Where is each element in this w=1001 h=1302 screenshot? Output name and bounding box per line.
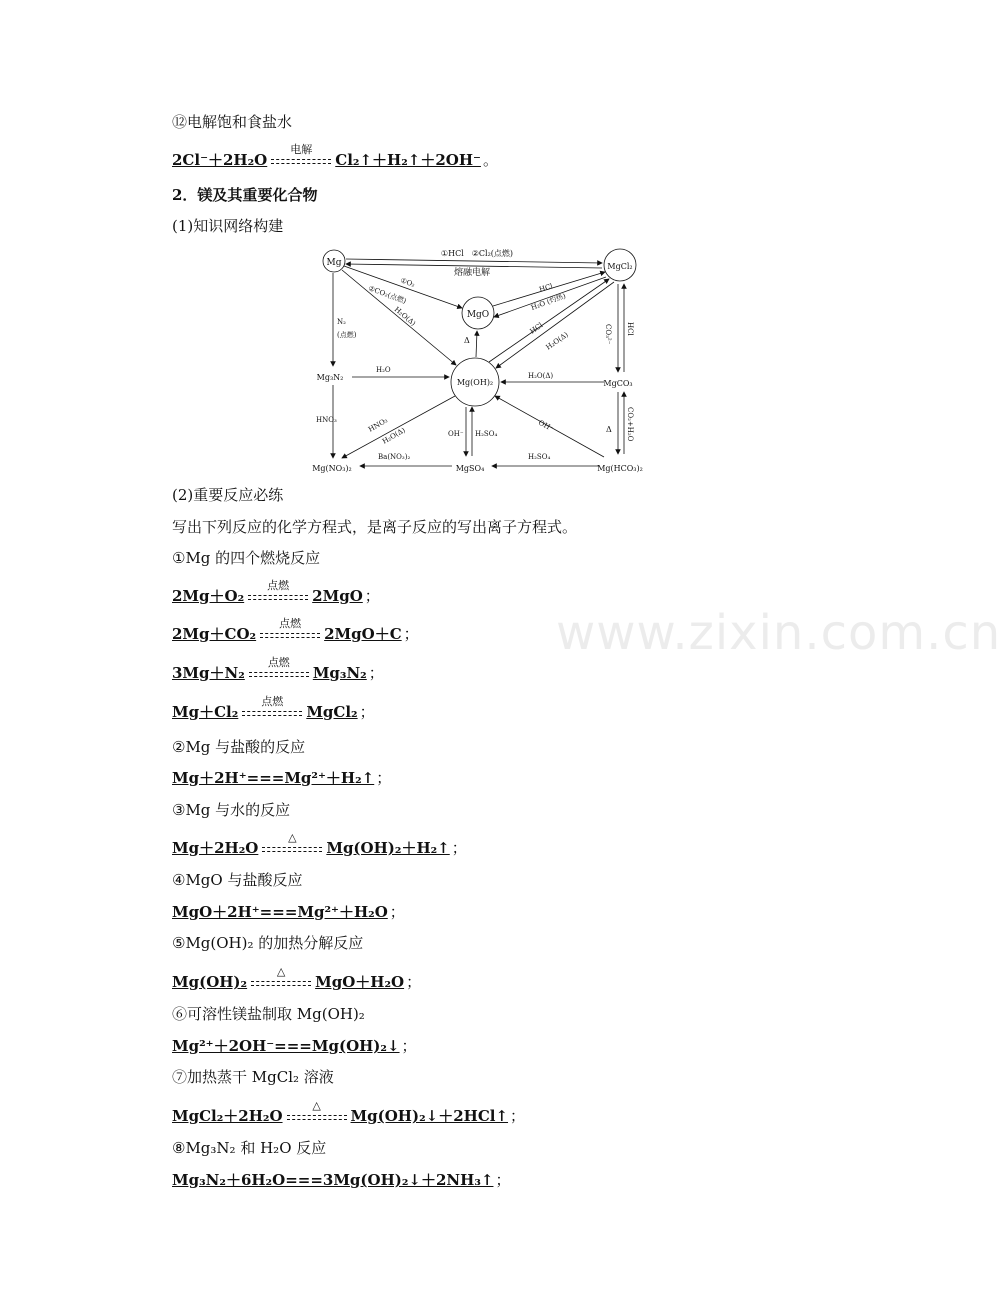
reaction-title: ⑥可溶性镁盐制取 Mg(OH)₂ (172, 1005, 365, 1023)
node-mghco32: Mg(HCO₃)₂ (597, 464, 643, 473)
node-mgno32: Mg(NO₃)₂ (312, 464, 352, 473)
equation-end: ； (451, 839, 467, 857)
label-h2so4-1: H₂SO₄ (475, 430, 498, 438)
equation-lhs: MgCl₂＋2H₂O (172, 1107, 283, 1125)
equation-lhs: 2Mg＋O₂ (172, 587, 245, 605)
equation-end: ； (376, 769, 392, 787)
label-co2-h2o: CO₂+H₂O (626, 407, 634, 442)
instruction-text: 写出下列反应的化学方程式，是离子反应的写出离子方程式。 (172, 518, 578, 536)
node-mgco3: MgCO₃ (603, 379, 633, 388)
label-oh-2: OH⁻ (537, 418, 555, 434)
condition-label: 点燃 (267, 579, 290, 592)
label-hno3: HNO₃ (367, 416, 389, 434)
equation-end: ； (406, 973, 422, 991)
equation-rhs: MgCl₂ (306, 703, 358, 721)
node-mg3n2: Mg₃N₂ (316, 373, 344, 382)
equation-rhs: 2MgO＋C (324, 625, 402, 643)
condition-label: 点燃 (267, 656, 290, 669)
equation-text: Mg＋2H⁺===Mg²⁺＋H₂↑ (172, 769, 375, 787)
equation-lhs: Mg(OH)₂ (172, 973, 248, 991)
label-h2o-heat-1: H₂O(Δ) (392, 305, 418, 328)
equation-rhs: Mg₃N₂ (312, 664, 367, 682)
label-melt-electrolysis: 熔融电解 (453, 268, 491, 278)
reaction-equation (172, 768, 391, 788)
equation-end: ； (368, 664, 384, 682)
equation-end: ； (359, 703, 375, 721)
equation-rhs: MgO＋H₂O (315, 973, 405, 991)
equation-end: ； (510, 1107, 526, 1125)
equation-end: ； (401, 1037, 417, 1055)
subsection-2-title: (2)重要反应必练 (172, 486, 284, 504)
condition-sign (242, 695, 302, 722)
reaction-equation (172, 1170, 510, 1190)
condition-label: △ (276, 965, 286, 978)
label-delta-1: Δ (464, 336, 470, 345)
reaction-title: ⑦加热蒸干 MgCl₂ 溶液 (172, 1068, 334, 1086)
watermark: www.zixin.com.cn (556, 605, 1001, 661)
label-h2so4-2: H₂SO₄ (528, 453, 551, 461)
reaction-title: ①Mg 的四个燃烧反应 (172, 549, 321, 567)
equation-rhs: Mg(OH)₂↓＋2HCl↑ (350, 1107, 509, 1125)
reaction-title: ②Mg 与盐酸的反应 (172, 738, 306, 756)
reaction-equation (172, 1099, 526, 1126)
label-ignite: (点燃) (337, 331, 357, 339)
equation-lhs: 2Cl⁻＋2H₂O (172, 151, 268, 169)
label-co3: CO₃²⁻ (604, 324, 612, 345)
section-2-title: 2．镁及其重要化合物 (172, 186, 318, 204)
label-o2: ①O₂ (399, 276, 416, 289)
reaction-equation (172, 1036, 417, 1056)
equation-lhs: 3Mg＋N₂ (172, 664, 245, 682)
condition-sign (248, 579, 308, 606)
reaction-title: ③Mg 与水的反应 (172, 801, 291, 819)
equation-rhs: Cl₂↑＋H₂↑＋2OH⁻ (335, 151, 481, 169)
condition-sign (271, 143, 331, 170)
equation-text: Mg₃N₂＋6H₂O===3Mg(OH)₂↓＋2NH₃↑ (172, 1171, 494, 1189)
node-mgo: MgO (466, 310, 490, 320)
condition-label: △ (312, 1099, 321, 1112)
equation-end: ； (403, 625, 419, 643)
equation-rhs: 2MgO (312, 587, 363, 605)
label-h2o-hot: H₂O (灼热) (529, 291, 567, 312)
label-delta-2: Δ (606, 425, 612, 434)
equation-text: MgO＋2H⁺===Mg²⁺＋H₂O (172, 903, 388, 921)
equation-end: ； (364, 587, 380, 605)
label-hcl-mid: HCl (528, 321, 545, 336)
equation-lhs: Mg＋Cl₂ (172, 703, 239, 721)
reaction-equation (172, 965, 422, 992)
reaction-title: ⑧Mg₃N₂ 和 H₂O 反应 (172, 1139, 327, 1157)
reaction-title: ⑤Mg(OH)₂ 的加热分解反应 (172, 934, 364, 952)
condition-label: 点燃 (261, 695, 284, 708)
label-hcl-cl2: ①HCl ②Cl₂(点燃) (440, 249, 514, 258)
reaction-title: ④MgO 与盐酸反应 (172, 871, 303, 889)
reaction-equation (172, 617, 419, 644)
label-hcl-right: HCl (626, 322, 634, 336)
condition-sign (251, 965, 311, 992)
label-h2o-heat-3: H₂O(Δ) (528, 372, 554, 380)
reaction-equation (172, 656, 384, 683)
label-hno3-left: HNO₃ (316, 416, 337, 424)
equation-text: Mg²⁺＋2OH⁻===Mg(OH)₂↓ (172, 1037, 400, 1055)
condition-sign (262, 831, 322, 858)
reaction-equation (172, 695, 375, 722)
condition-sign (249, 656, 309, 683)
label-h2o-heat-2: H₂O(Δ) (544, 330, 570, 352)
node-mgoh2: Mg(OH)₂ (456, 378, 494, 387)
condition-sign (260, 617, 320, 644)
reaction-equation (172, 831, 467, 858)
subsection-1-title: (1)知识网络构建 (172, 217, 284, 235)
label-bano32: Ba(NO₃)₂ (378, 453, 411, 461)
equation-lhs: Mg＋2H₂O (172, 839, 259, 857)
equation-end: ； (389, 903, 405, 921)
equation-lhs: 2Mg＋CO₂ (172, 625, 257, 643)
equation-electrolysis (172, 143, 498, 170)
label-hcl-top: HCl (538, 282, 554, 294)
reaction-equation (172, 579, 380, 606)
condition-label: 点燃 (279, 617, 302, 630)
condition-label: 电解 (290, 143, 313, 156)
label-h2o-heat-4: H₂O(Δ) (381, 426, 407, 446)
label-n2: N₂ (337, 318, 346, 326)
label-co2-ignite: ②CO₂(点燃) (367, 284, 408, 306)
node-mg: Mg (326, 258, 342, 268)
condition-label: △ (288, 831, 297, 844)
equation-rhs: Mg(OH)₂＋H₂↑ (326, 839, 450, 857)
reaction-equation (172, 902, 405, 922)
equation-end: 。 (482, 151, 498, 169)
knowledge-network-diagram (312, 244, 652, 476)
node-mgcl2: MgCl₂ (607, 262, 633, 271)
label-h2o: H₂O (376, 366, 391, 374)
node-mgso4: MgSO₄ (455, 464, 485, 473)
equation-end: ； (495, 1171, 511, 1189)
section-12-title: ⑫电解饱和食盐水 (172, 113, 293, 131)
condition-sign (287, 1099, 347, 1126)
label-oh-1: OH⁻ (448, 430, 464, 438)
